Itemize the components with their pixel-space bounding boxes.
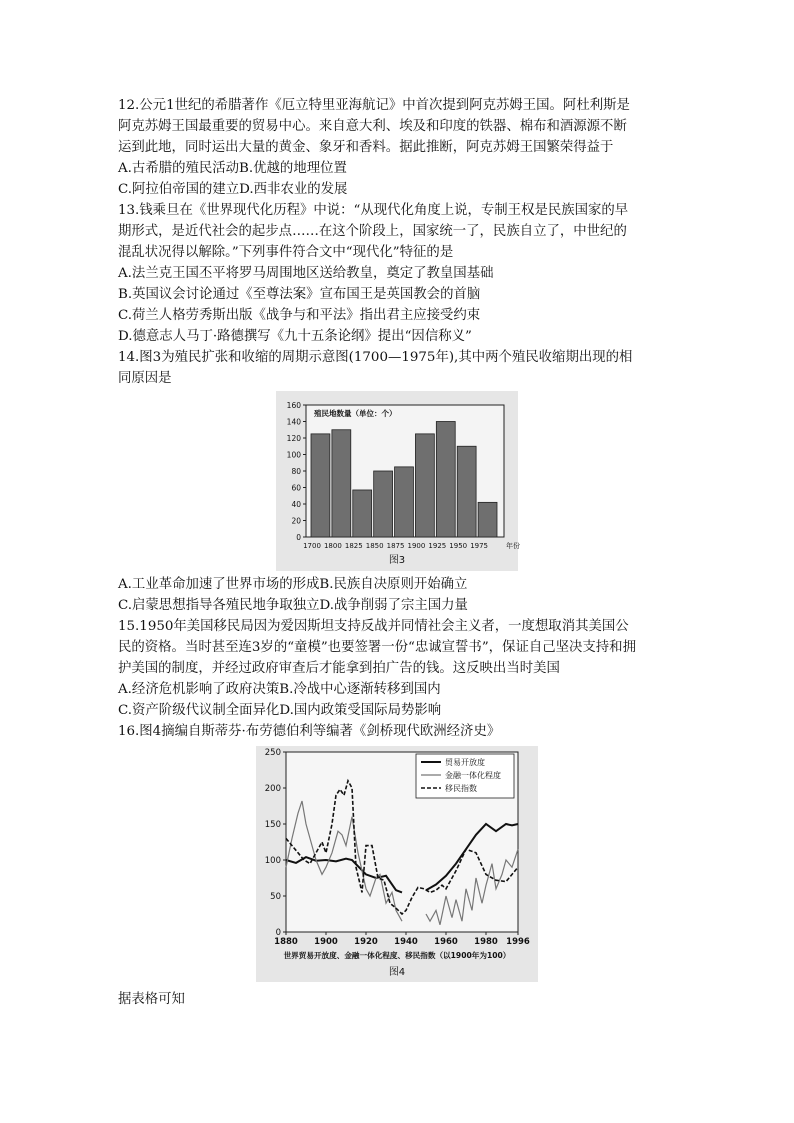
bar [478, 502, 497, 537]
y-tick-label: 50 [270, 892, 281, 902]
y-tick-label: 20 [291, 516, 301, 526]
q15-line2: 民的资格。当时甚至连3岁的“童模”也要签署一份“忠诚宣誓书”，保证自己坚决支持和拥 [118, 640, 636, 655]
q13-option-d: D.德意志人马丁·路德撰写《九十五条论纲》提出“因信称义” [118, 329, 472, 344]
x-tick-label: 1950 [449, 542, 468, 550]
chart-title: 殖民地数量（单位：个） [314, 409, 397, 418]
q13-option-a: A.法兰克王国丕平将罗马周围地区送给教皇，奠定了教皇国基础 [118, 266, 494, 281]
q15-options-cd: C.资产阶级代议制全面异化D.国内政策受国际局势影响 [118, 703, 442, 718]
x-tick-label: 1940 [394, 937, 418, 947]
y-tick-label: 200 [264, 784, 281, 794]
x-axis-label: 年份 [506, 542, 520, 550]
x-tick-label: 1875 [386, 542, 405, 550]
bar [415, 434, 434, 537]
q15-line1: 15.1950年美国移民局因为爱因斯坦支持反战并同情社会主义者，一度想取消其美国公 [118, 619, 629, 634]
bar [436, 422, 455, 538]
y-tick-label: 0 [296, 533, 301, 542]
q15-options-ab: A.经济危机影响了政府决策B.冷战中心逐渐转移到国内 [118, 682, 441, 697]
q15-line3: 护美国的制度，并经过政府审查后才能拿到拍广告的钱。这反映出当时美国 [118, 661, 560, 676]
q12-line3: 运到此地，同时运出大量的黄金、象牙和香料。据此推断，阿克苏姆王国繁荣得益于 [118, 140, 614, 155]
x-tick-label: 1980 [474, 937, 498, 947]
q14-options-cd: C.启蒙思想指导各殖民地争取独立D.战争削弱了宗主国力量 [118, 598, 468, 613]
x-axis-label: 世界贸易开放度、金融一体化程度、移民指数（以1900年为100） [283, 951, 511, 960]
x-tick-label: 1900 [314, 937, 338, 947]
q13-line2: 期形式，是近代社会的起步点……在这个阶段上，国家统一了，民族自立了，中世纪的 [118, 224, 627, 239]
q13-line1: 13.钱乘旦在《世界现代化历程》中说：“从现代化角度上说，专制王权是民族国家的早 [118, 203, 629, 218]
x-tick-label: 1700 [303, 542, 321, 550]
y-tick-label: 140 [286, 417, 301, 427]
bar [332, 430, 351, 537]
bar [395, 467, 414, 537]
x-tick-label: 1960 [434, 937, 458, 947]
bar [374, 471, 393, 537]
figure-4 [256, 746, 538, 982]
bar [457, 446, 476, 537]
y-tick-label: 250 [264, 748, 281, 758]
y-tick-label: 100 [286, 450, 301, 460]
q16-tail: 据表格可知 [118, 992, 185, 1007]
figure-3 [276, 391, 518, 571]
legend-label: 金融一体化程度 [445, 771, 501, 780]
bar [353, 490, 372, 537]
x-tick-label: 1825 [344, 542, 363, 550]
q12-options-ab: A.古希腊的殖民活动B.优越的地理位置 [118, 161, 347, 176]
x-tick-label: 1850 [365, 542, 384, 550]
bar [311, 434, 330, 537]
figure-caption: 图3 [388, 555, 406, 566]
q13-option-c: C.荷兰人格劳秀斯出版《战争与和平法》指出君主应接受约束 [118, 308, 481, 323]
x-tick-label: 1920 [354, 937, 378, 947]
y-tick-label: 80 [291, 467, 301, 476]
q13-line3: 混乱状况得以解除。”下列事件符合文中“现代化”特征的是 [118, 245, 454, 260]
q16-line1: 16.图4摘编自斯蒂芬·布劳德伯利等编著《剑桥现代欧洲经济史》 [118, 724, 501, 739]
y-tick-label: 150 [264, 820, 281, 830]
y-tick-label: 60 [291, 483, 301, 493]
y-tick-label: 0 [275, 928, 281, 938]
x-tick-label: 1925 [428, 542, 447, 550]
x-tick-label: 1800 [323, 542, 342, 550]
figure-caption: 图4 [388, 967, 406, 978]
x-tick-label: 1880 [274, 937, 298, 947]
q12-options-cd: C.阿拉伯帝国的建立D.西非农业的发展 [118, 182, 348, 197]
q12-line1: 12.公元1世纪的希腊著作《厄立特里亚海航记》中首次提到阿克苏姆王国。阿杜利斯是 [118, 98, 630, 113]
figure-4-line-chart [256, 746, 538, 982]
figure-3-bar-chart [276, 391, 518, 571]
x-tick-label: 1975 [470, 542, 489, 550]
x-tick-label: 1900 [407, 542, 426, 550]
x-tick-label: 1996 [506, 937, 530, 947]
y-tick-label: 160 [286, 401, 301, 410]
q13-option-b: B.英国议会讨论通过《至尊法案》宣布国王是英国教会的首脑 [118, 287, 481, 302]
q12-line2: 阿克苏姆王国最重要的贸易中心。来自意大利、埃及和印度的铁器、棉布和酒源源不断 [118, 119, 627, 134]
q14-line1: 14.图3为殖民扩张和收缩的周期示意图(1700—1975年),其中两个殖民收缩期出现的相 [118, 350, 633, 365]
y-tick-label: 40 [291, 500, 301, 509]
q14-options-ab: A.工业革命加速了世界市场的形成B.民族自决原则开始确立 [118, 577, 468, 592]
q14-line2: 同原因是 [118, 371, 172, 386]
y-tick-label: 100 [264, 856, 281, 866]
y-tick-label: 120 [286, 434, 301, 443]
legend-label: 贸易开放度 [445, 758, 485, 767]
legend-label: 移民指数 [445, 784, 477, 793]
